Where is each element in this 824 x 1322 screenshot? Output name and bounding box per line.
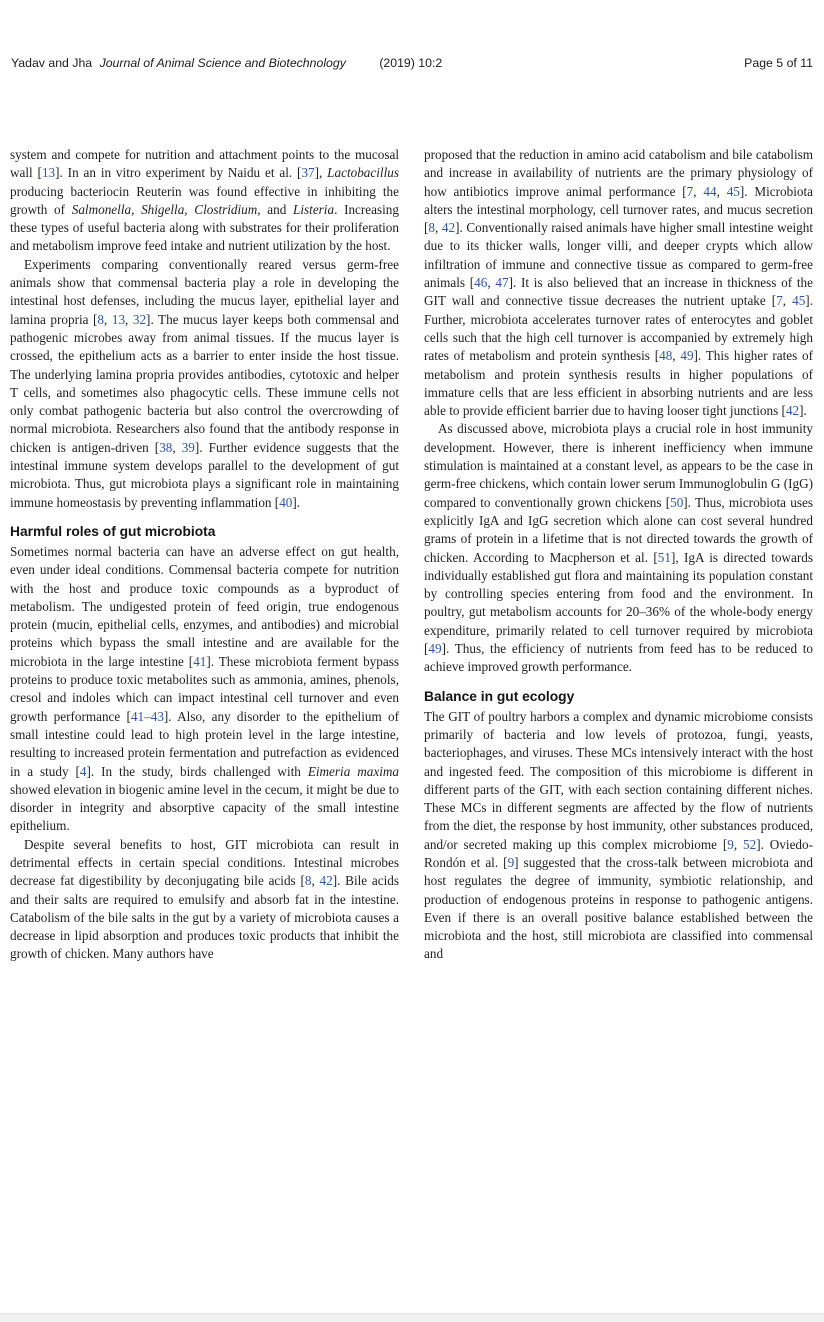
citation-link[interactable]: 13 (111, 311, 126, 327)
citation-link[interactable]: 41 (193, 653, 207, 669)
section-heading: Balance in gut ecology (424, 688, 575, 704)
citation-link[interactable]: 7 (686, 183, 694, 199)
citation-link[interactable]: 9 (507, 854, 515, 870)
running-header (11, 56, 813, 70)
paragraph: As discussed above, microbiota plays a crucial role in host immunity development. However, there is inherent inefficiency when immune stimulation is maintained at a constant level, as appears to be the case in germ-free chickens, which contain lower serum Immunoglobulin G (IgG) compared to conventionally grown chickens [50]. Thus, microbiota uses explicitly IgA and IgG secretion which alone can cost several hundred grams of protein in a lifetime that is not directed towards the growth of chicken. According to Macpherson et al. [51], IgA is directed towards individually established gut flora and maintaining its population constant by controlling species entering from food and the environment. In poultry, gut metabolism accounts for 20–36% of the whole-body energy expenditure, primarily related to cell turnover required by microbiota [49]. Thus, the efficiency of nutrients from feed has to be reduced to achieve improved growth performance. (424, 421, 814, 675)
citation-link[interactable]: 38 (159, 439, 173, 455)
citation-link[interactable]: 44 (703, 183, 717, 199)
right-column (424, 146, 813, 964)
citation-link[interactable]: 8 (428, 220, 435, 236)
citation-link[interactable]: 37 (301, 165, 315, 181)
citation-link[interactable]: 42 (441, 220, 456, 236)
italic-text: Listeria (293, 201, 335, 217)
citation-link[interactable]: 50 (670, 494, 684, 510)
running-head-issue: (2019) 10:2 (379, 56, 443, 70)
citation-link[interactable]: 42 (785, 403, 800, 419)
citation-link[interactable]: 45 (792, 293, 806, 309)
paragraph: The GIT of poultry harbors a complex and dynamic microbiome consists primarily of bacteria and low levels of protozoa, fungi, yeasts, bacteriophages, and viruses. These MCs intensively interact with the host and ingested feed. The composition of this microbiome is different in different parts of the GIT, with each section containing different niches. These MCs in different segments are affected by the flow of nutrients from the diet, the response by host immunity, other substances produced, and/or secreted making up this complex microbiome [9, 52]. Oviedo-Rondón et al. [9] suggested that the cross-talk between microbiota and host regulates the degree of immunity, symbiotic relationship, and production of endogenous proteins in response to pathogenic antigens. Even if there is an overall positive balance established between the microbiota and the host, still microbiota are classified into commensal and (424, 708, 814, 962)
citation-link[interactable]: 46 (474, 275, 488, 291)
paragraph: system and compete for nutrition and attachment points to the mucosal wall [13]. In an in vitro experiment by Naidu et al. [37], Lactobacillus producing bacteriocin Reuterin was found effective in inhibiting the growth of Salmonella, Shigella, Clostridium, and Listeria. Increasing these types of useful bacteria along with substrates for their proliferation and metabolism improve feed intake and nutrient utilization by the host. (10, 147, 399, 254)
bottom-taskbar-edge (0, 1313, 824, 1322)
italic-text: Salmonella, Shigella, Clostridium, (71, 201, 261, 217)
citation-link[interactable]: 45 (726, 183, 740, 199)
paragraph: Despite several benefits to host, GIT microbiota can result in detrimental effects in certain special conditions. Intestinal microbes decrease fat digestibility by deconjugating bile acids [8, 42]. Bile acids and their salts are required to emulsify and absorb fat in the intestine. Catabolism of the bile salts in the gut by a variety of microbiota causes a decrease in lipid absorption and produces toxic products that inhibit the growth of chicken. Many authors have (10, 836, 400, 962)
citation-link[interactable]: 4 (79, 763, 87, 779)
running-head (11, 56, 442, 70)
italic-text: Lactobacillus (327, 165, 399, 181)
citation-link[interactable]: 41–43 (130, 708, 164, 724)
citation-link[interactable]: 39 (181, 439, 195, 455)
citation-link[interactable]: 7 (776, 293, 783, 309)
italic-text: Eimeria maxima (307, 763, 399, 779)
citation-link[interactable]: 8 (304, 873, 312, 889)
citation-link[interactable]: 51 (657, 549, 671, 565)
running-head-authors: Yadav and Jha (11, 56, 93, 70)
paragraph: proposed that the reduction in amino acid catabolism and bile catabolism and increase in availability of nutrients are the primary physiology of how antibiotics improve animal performance [7, 44, 45]. Microbiota alters the intestinal morphology, cell turnover rates, and mucus secretion [8, 42]. Conventionally raised animals have higher small intestine weight due to its thicker walls, longer villi, and deeper crypts which allow infiltration of immune and connective tissue as compared to germ-free animals [46, 47]. It is also believed that an increase in thickness of the GIT wall and connective tissue decreases the nutrient uptake [7, 45]. Further, microbiota accelerates turnover rates of enterocytes and goblet cells such that the high cell turnover is accompanied by extremely high rates of metabolism and protein synthesis [48, 49]. This higher rates of metabolism and protein synthesis results in higher populations of immature cells that are less efficient in absorbing nutrients and are less able to provide efficient barrier due to having looser tight junctions [42]. (424, 147, 814, 419)
citation-link[interactable]: 13 (41, 165, 56, 181)
citation-link[interactable]: 40 (279, 494, 293, 510)
article-columns (10, 146, 813, 964)
section-heading: Harmful roles of gut microbiota (10, 523, 216, 539)
running-head-journal-title: Journal of Animal Science and Biotechnology (99, 56, 346, 70)
citation-link[interactable]: 49 (428, 641, 442, 657)
citation-link[interactable]: 8 (97, 311, 105, 327)
citation-link[interactable]: 52 (743, 836, 757, 852)
citation-link[interactable]: 32 (132, 311, 147, 327)
citation-link[interactable]: 49 (680, 348, 694, 364)
left-column (10, 146, 399, 964)
paragraph: Sometimes normal bacteria can have an adverse effect on gut health, even under ideal conditions. Commensal bacteria compete for nutrition with the host and produce toxic compounds as a byproduct of metabolism. The undigested protein of feed origin, true endogenous protein (mucin, epithelial cells, enzymes, and antibodies) and microbial proteins which bypass the small intestine and are available for the microbiota in the large intestine [41]. These microbiota ferment bypass proteins to produce toxic metabolites such as ammonia, amines, phenols, cresol and indoles which can impact intestinal cell turnover and even growth performance [41–43]. Also, any disorder to the epithelium of small intestine could lead to high protein level in the large intestine, resulting to increased protein fermentation and putrefaction as evidenced in a study [4]. In the study, birds challenged with Eimeria maxima showed elevation in biogenic amine level in the cecum, it might be due to disorder in integrity and absorptive capacity of the small intestine epithelium. (10, 543, 399, 834)
citation-link[interactable]: 47 (495, 275, 509, 291)
citation-link[interactable]: 9 (727, 836, 734, 852)
page-number: Page 5 of 11 (744, 56, 813, 70)
citation-link[interactable]: 42 (319, 873, 333, 889)
paragraph: Experiments comparing conventionally reared versus germ-free animals show that commensal bacteria play a role in developing the intestinal host defenses, including the mucus layer, epithelial layer and lamina propria [8, 13, 32]. The mucus layer keeps both commensal and pathogenic microbes away from animal tissues. If the mucus layer is crossed, the epithelium acts as a barrier to enter inside the host tissue. The underlying lamina propria provides antibodies, cytotoxic and helper T cells, and sometimes also phagocytic cells. These immune cells not only combat pathogenic bacteria but also control the overcrowding of normal microbiota. Researchers also found that the antibody response in chicken is antigen-driven [38, 39]. Further evidence suggests that the intestinal immune system develops parallel to the development of gut microbiota. Thus, gut microbiota plays a significant role in maintaining immune homeostasis by preventing inflammation [40]. (10, 256, 400, 510)
citation-link[interactable]: 48 (659, 348, 673, 364)
